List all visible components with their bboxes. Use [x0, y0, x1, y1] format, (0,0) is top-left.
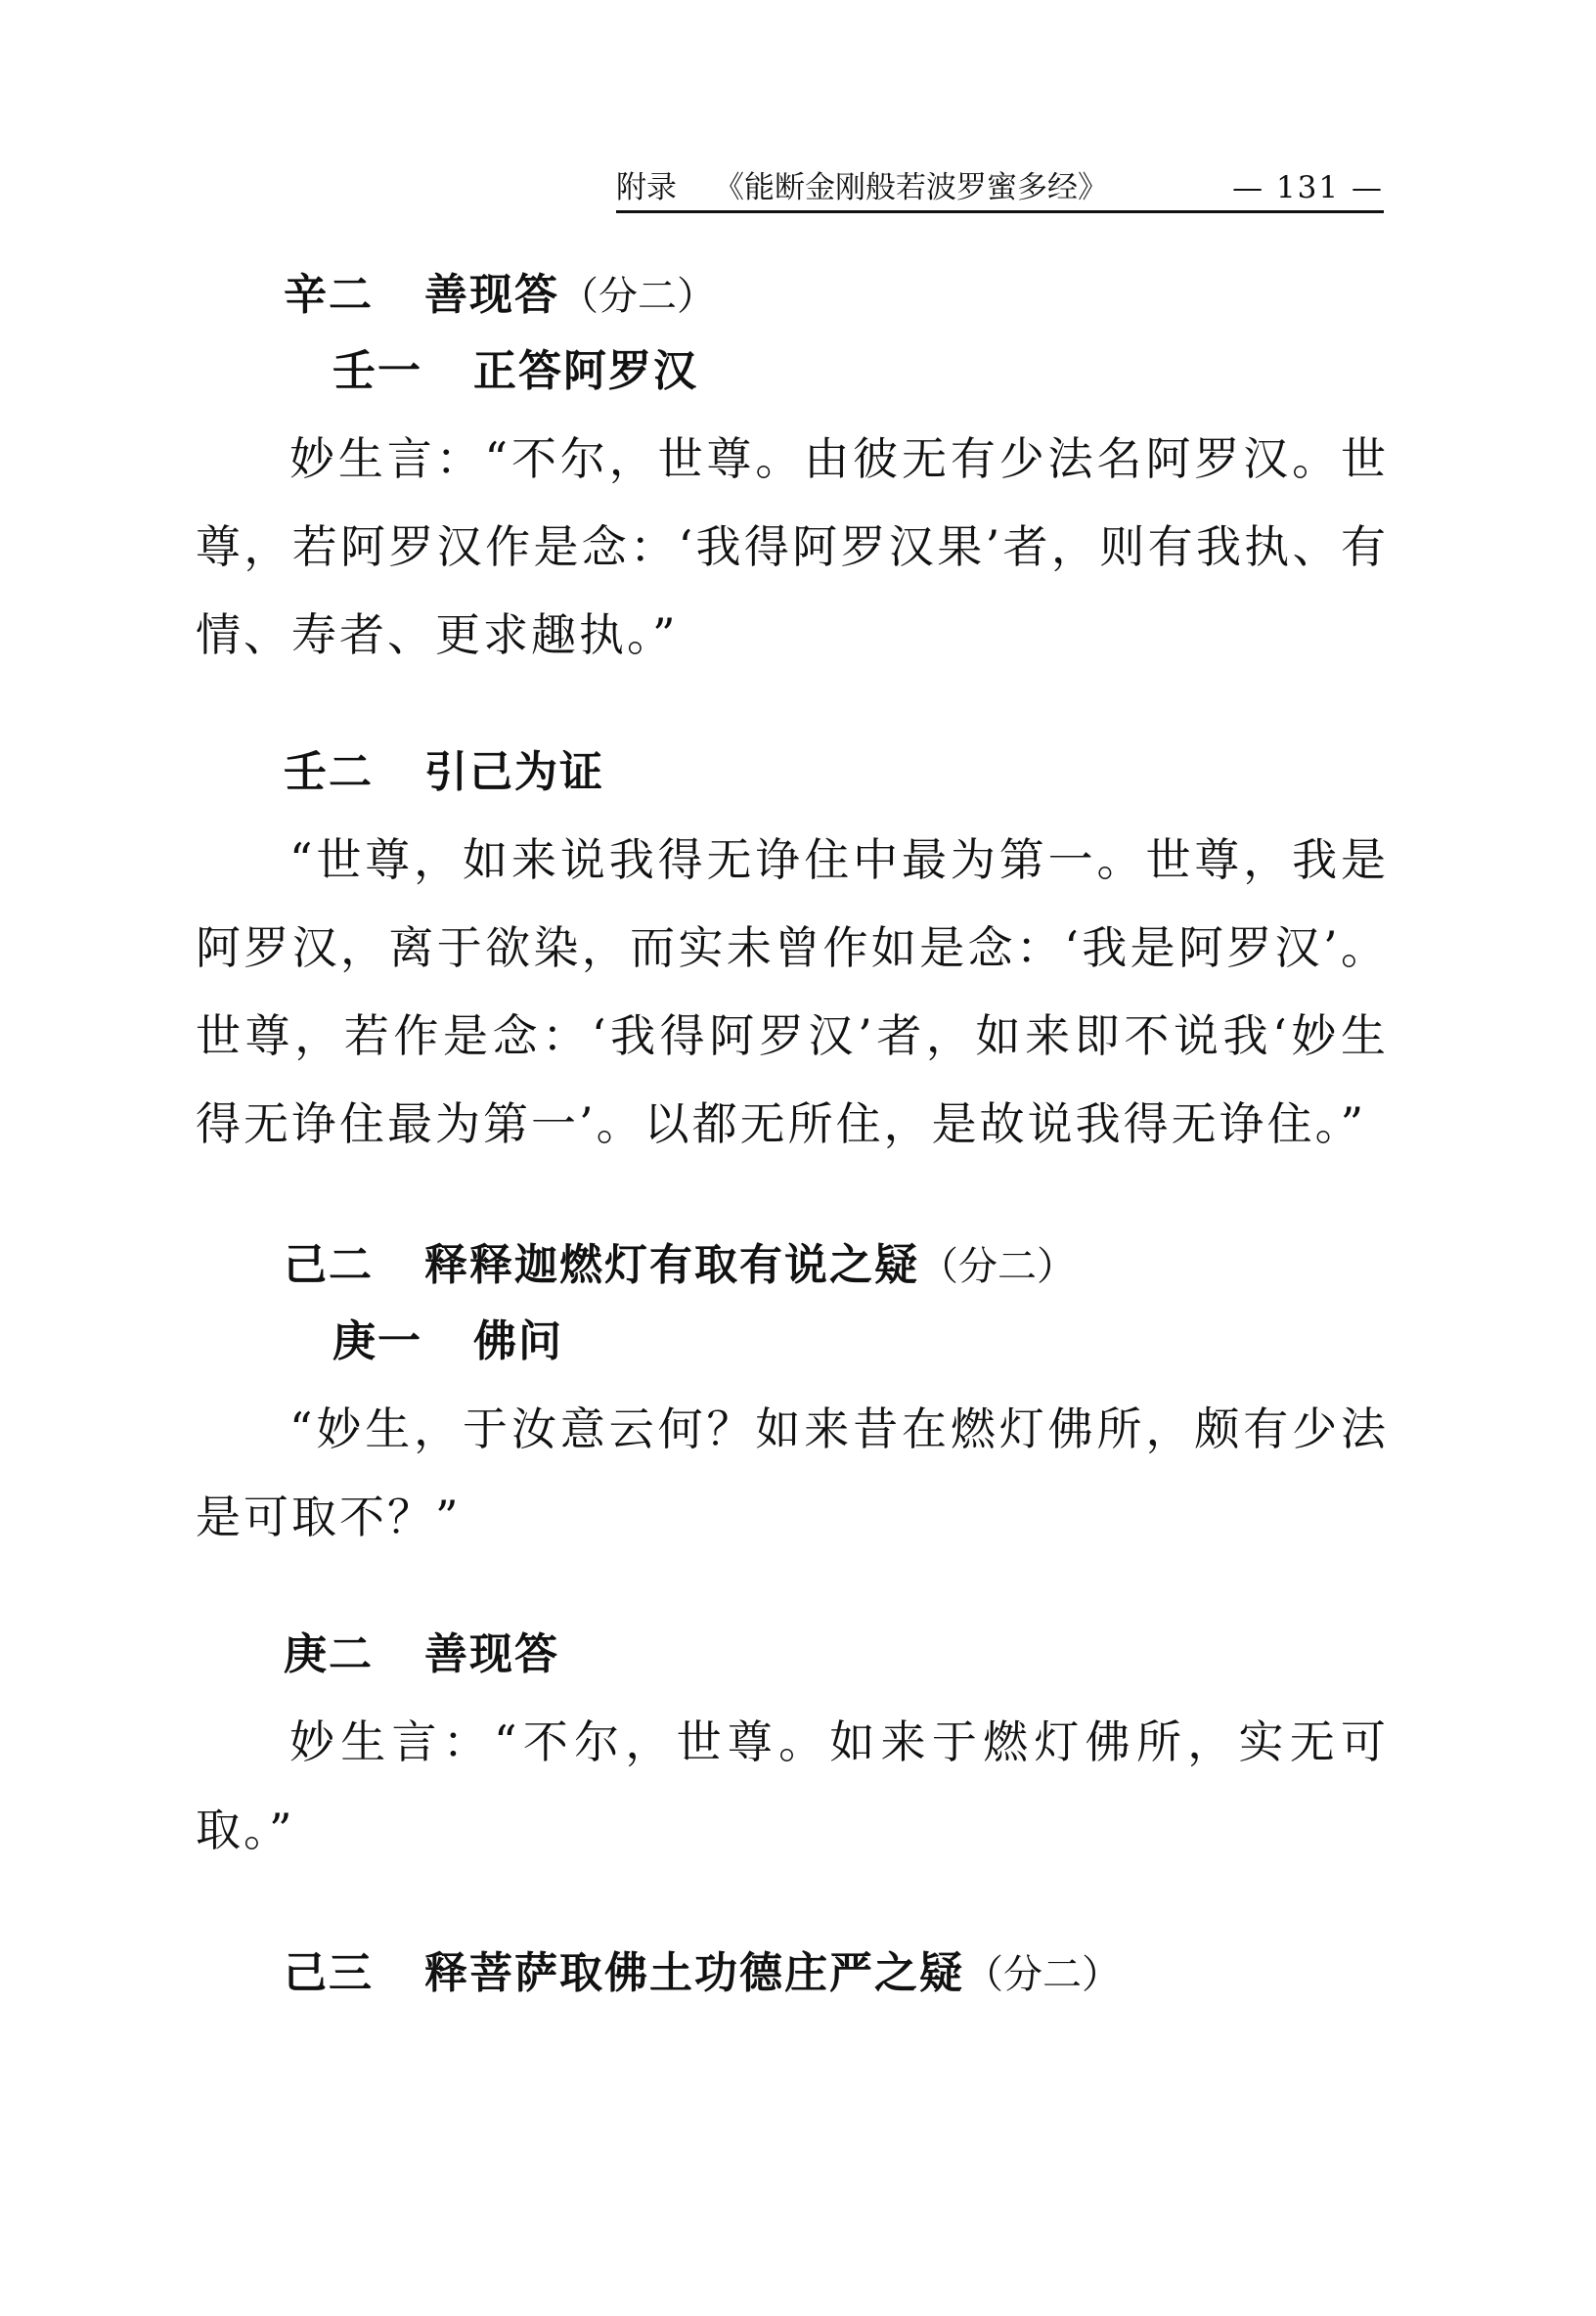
heading-paren: （分二） — [559, 274, 716, 319]
heading-paren: （分二） — [919, 1244, 1076, 1289]
subsection-heading — [196, 1624, 1389, 1686]
paragraph: “世尊，如来说我得无诤住中最为第一。世尊，我是阿罗汉，离于欲染，而实未曾作如是念：‘我是阿罗汉’。世尊，若作是念：‘我得阿罗汉’者，如来即不说我‘妙生得无诤住最为第一’。以都无所住，是故说我得无诤住。” — [196, 833, 1389, 1150]
section-heading — [196, 264, 1389, 327]
heading-paren: （分二） — [964, 1952, 1121, 1997]
page-number: — 131 — — [1232, 170, 1384, 205]
subsection-heading — [196, 340, 1389, 403]
heading-title: 正答阿罗汉 — [473, 346, 698, 396]
header-book-title: 《能断金刚般若波罗蜜多经》 — [714, 170, 1108, 205]
heading-label: 壬一 — [332, 346, 422, 396]
heading-title: 善现答 — [424, 270, 559, 320]
paragraph: 妙生言：“不尔，世尊。如来于燃灯佛所，实无可取。” — [196, 1715, 1389, 1856]
running-header — [616, 164, 1384, 213]
heading-label: 辛二 — [284, 270, 374, 320]
paragraph: 妙生言：“不尔，世尊。由彼无有少法名阿罗汉。世尊，若阿罗汉作是念：‘我得阿罗汉果’者，则有我执、有情、寿者、更求趣执。” — [196, 432, 1389, 661]
header-section: 附录 — [616, 170, 677, 205]
heading-title: 释释迦燃灯有取有说之疑 — [424, 1240, 919, 1290]
subsection-heading — [196, 1311, 1389, 1373]
heading-label: 庚二 — [284, 1629, 374, 1679]
heading-title: 善现答 — [424, 1629, 559, 1679]
heading-title: 佛问 — [473, 1316, 563, 1366]
section-heading — [196, 1234, 1389, 1297]
paragraph: “妙生，于汝意云何？如来昔在燃灯佛所，颇有少法是可取不？” — [196, 1403, 1389, 1543]
section-heading — [196, 1942, 1389, 2005]
heading-label: 壬二 — [284, 747, 374, 797]
heading-label: 己三 — [284, 1948, 374, 1998]
heading-label: 己二 — [284, 1240, 374, 1290]
heading-title: 引己为证 — [424, 747, 604, 797]
header-left — [616, 165, 1108, 210]
heading-label: 庚一 — [332, 1316, 422, 1366]
page-body — [196, 264, 1389, 2005]
subsection-heading — [196, 741, 1389, 804]
heading-title: 释菩萨取佛土功德庄严之疑 — [424, 1948, 964, 1998]
